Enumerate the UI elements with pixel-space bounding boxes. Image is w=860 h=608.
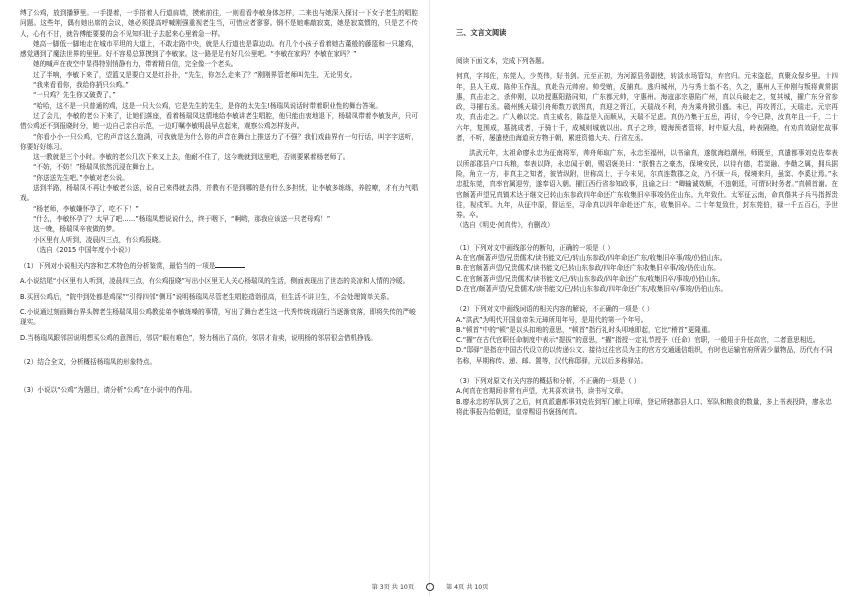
question-1-stem: （1）下列对文中画线部分的断句，正确的一项是（ ） [456,243,614,252]
story-body [20,8,418,255]
story-paragraph: “不妨，不妨！”杨瑞凤依然沉浸在舞台上。 [33,163,159,172]
story-paragraph: 她的喊声在夜空中显得特别悄静有力，带着精自信，完全像一个老头。 [33,60,238,69]
passage-source: （选自《明史·何真传》，有删改） [456,221,554,230]
story-paragraph: 这一晚，杨瑞凤辛夜做的梦。 [33,225,119,234]
left-page-number: 第 3页 共 10页 [371,584,415,591]
option-d[interactable]: D.在官/颇著声望/兄贵儒术/读书能文/已/转山东参政/四年命还广东/收集旧卒/事竣/仍伯山东。 [456,284,728,293]
option-a[interactable]: A.小说结尾“小区里有人听到，凌晨四三点，有公鸡报晓”写出小区里无人关心杨瑞凤的生活，侧面表现出了世态的炎凉和人情的冷暖。 [20,277,410,286]
option-d[interactable]: D.当杨瑞凤跟邻居说明想买公鸡的意图后，邻居“眼有难色”，努力杨出了高价，邻居才肯卖，说明杨的邻居很会借机挣钱。 [20,333,377,342]
right-page-number: 第 4页 共 10页 [445,584,489,591]
story-paragraph: 送到半路，杨瑞凤不再让李敏老公送，说自己来得就去得，并教有不是到哪的是有什么多担忧，让李敏多练练，养腔嘹，才有力气唱戏。 [20,184,418,203]
question-2: （2）结合全文，分析概括杨瑞凤的形象特点。 [20,357,157,366]
story-paragraph: 缚了公鸡，放到播箩里。一手提着，一手搭着人行道肩墙，摸索前往，一则看看李敏身体怎样，二来也与她深入探讨一下女子老生的唱腔问题。这些年，偶有她出席的会议，她必须提高呼喊刚强重视老生当，可惜应者寥寥。钢不是她难敲寂寞，她是寂寞惯的，只是艺不传人，心有不甘，就告傅能要要的会不见知归肚子去起来心里着急一样。 [20,9,418,38]
story-paragraph: “你送送先生吧。”李敏对老公说。 [33,173,129,182]
option-c[interactable]: C.“擢”在古代官职任命制度中表示“提拔”的意思，“擢”指授一定礼节授予（任命）官职，一般用于升任高官，二者意思相近。 [456,336,820,345]
question-1-stem: （1）下列对小说相关内容和艺术特色的分析鉴赏，最恰当的一项是 [20,260,418,271]
option-c[interactable]: C.小说通过刻画舞台界头牌老生杨瑞凤用公鸡教徒弟李敏练嗓的事情，写出了舞台老生这一代秀传统戏剧行当逐渐衰落，即将失传的严峻现实。 [20,308,416,327]
question-3-stem: （3）下列对原文有关内容的概括和分析，不正确的一项是（ ） [456,377,641,386]
story-paragraph: 这一教就是三个小时。李敏的老公几次下来又上去，他耐不住了，这今晚就到这里吧，否则要累着杨老师了。 [33,153,350,162]
option-a[interactable]: A.在官/颇著声望/兄贵儒术/读书能文/已/转山东参政/四年命还广东/收集旧卒事/竣/仍伯山东。 [456,254,727,263]
option-b[interactable]: B.“顿首”中的“顿”是以头扣地的意思，“顿首”指行礼时头叩地即起，它比“稽首”更隆重。 [456,325,715,334]
story-paragraph: 她高一脚低一脚地走在城市平坦的大道上，不敢走路中央，就是人行道也是靠边动。有几个小孩子看着她古董般的藤篮和一只雄鸡，感觉遇到了魔法世界的里里。好不容易总算摸到了李敏家。这一路是足有好几公里吧。“李敏在家吗？李敏在家吗？” [20,39,418,59]
option-b[interactable]: B.在官颇著声望/兄贵儒术/读书能文/已转山东参政/四年命还广东收集旧卒事/竣/仍佐山东。 [456,264,720,273]
right-page [430,0,860,608]
story-source: （选自《2015 中国年度小小说》） [33,245,135,254]
option-a[interactable]: A.“洪武”为明代开国皇帝朱元璋所用年号，是用代的第一个年号。 [456,315,648,324]
classical-passage-paragraph: 洪武元年，太祖命廖永忠为征南将军，帅舟师取广东，永忠至福州，以书谕真，遂航海趋潮州，师既至，真遣都事刘克佐奉表以所部郡县户口兵粮，奉表以降，永忠闻于朝，赐诏褒美曰：“朕惟古之豪杰，保境安民，以待有德，若窦融、李勣之属，拥兵据险，角立一方，非真主之知者，彼皆纵附，世称高士，于今未见，尔真连数郡之众，乃不烦一兵，保境来归，虽窦、李奚让焉。”永忠抵东莞，真率官属迎劳，遂奉诏入朝。擢江西行省参知政事，且谕之曰：“卿输诚效顺，不违朝廷，可谓识时务者。”真顿首谢。在官颇著声望兄真镇术达于继文已转山东参政四年命还广东收集旧卒事竣仍佐山东。九年致仕。太军征云南，命真偕其子兵马指挥贵往，视戍军。九年，从征中原，督运至，寻命真以四年命赴还广东，收集旧卒。二十年复致仕，封东莞伯，禄一千五百石，予世券。卒。 [456,149,838,220]
option-c[interactable]: C.在官颇著声望/兄贵儒术/读书能文/已/转山东参政/四年命还广东/收集旧卒/事竣/仍伯山东。 [456,274,725,283]
option-a[interactable]: A.何真在官期间非常有声望，尤其喜欢读书，读书写文章。 [456,387,628,396]
answer-blank[interactable] [215,260,245,268]
page-footer [0,582,860,591]
story-paragraph: 过了会儿，李敏的老公下来了，让她们落座，看着杨瑞凤这情地给李敏讲老生唱腔，他只能由衷地退下，杨瑞凤带着李敏发声，只可惜公鸡还不到报晓时分，她一边自己亲自示范，一边叮嘱李敏明晨早点起来，观察公鸡怎样发声。 [20,111,418,131]
story-paragraph: “一只鸡？先生你又破费了。” [33,91,116,100]
story-paragraph: 过了半响，李敏下来了，望篮又是要白又是红扑扑，“先生，你怎么走来了？”刚刚界管老师叫先生，无论男女。 [33,70,357,79]
story-paragraph: “杨老师，李敏嫌怀孕了，吃不下！” [33,204,139,213]
option-d[interactable]: D.“邸驿”是指在中国古代设立的以传递公文、接待过往官员为主的官方交通通信组织，有时也运输官府所需少量物品，历代有不同名称，早期称传、递、邮、置等，汉代称邸驿，元以后多称驿站。 [456,346,833,365]
reading-instruction: 阅读下面文本，完成下列各题。 [456,57,549,65]
story-paragraph: 小区里有人听到，凌晨四三点，有公鸡报晓。 [33,235,165,244]
option-b[interactable]: B.廖永忠的军队到了之后，何真派遣都事刘克佐到军门献上印章，登记所辖郡县人口、军队和粮食的数量，多上书表投降，廖永忠将此事报告给朝廷，皇帝赐诏书褒扬何真。 [456,397,832,416]
story-paragraph: “我来看看你，我给你捎只公鸡。” [33,81,129,90]
binding-circle-icon [426,583,434,591]
story-paragraph: “哈哈，这不是一只普通的鸡，这是一只大公鸡，它是先生的先生，是你的太先生!杨瑞凤说话时带着职业性的舞台答案。 [33,101,382,110]
story-paragraph: “你看小小一只公鸡，它的声音这么饱满，可我就是为什么你的声音在舞台上推送力了不强？我们戏曲界有一句行话，叫字字送听，你要好好练习。 [20,132,418,151]
question-3: （3）小说以“公鸡”为题目，请分析“公鸡”在小说中的作用。 [20,386,197,395]
story-paragraph: “什么，李敏怀孕了？太早了吧……”杨瑞凤想说说什么，终于咽下，“啊哟，那我应该送一只老母鸡！” [33,214,331,223]
classical-passage-paragraph: 何真，字邦佐，东莞人，少英伟，好书剑。元至正初，为河源县务副使，转淡水场管勾，弃官归。元末盗起，真聚众保乡里。十四年，县人王成、陈仲玉作乱，真赴告元帅府。帅受贿，反捕真。逃归城州，乃与秀士翁不名，久之，惠州人王仲刚与叛将黄常据惠，真击走之，杀仲刚，以功授惠阳路同知，广东都元帅，守惠州。海寇邵宗愚陷广州，真以兵破走之，复其城，擢广东分省参政，寻擢右丞。赣州熊天瑞引舟师数万欲图真，真迎之胥江，天瑞战不利，舟为乘舟掀引盛。未已，再攻胥江，天瑞走。元宗再攻，真击走之。广人赖以完。真主威名，陈益是入而顺从，天瑞不足虑。真仍乃集于五岳，再讨，今令已降，汝真年且一千，二十六年，复围成，墓挑成者，于骑十千，成城则城就以出。真子之珍，嫂海预者管将，时中原大乱，岭表隔绝，有劝真效尉佗故事者，不听，屡遣使由海道贡方物于朝，累进资德大夫、行省左丞。 [456,72,838,143]
section-title: 三、文言文阅读 [456,28,507,37]
question-2-stem: （2）下列对文中画线词语的相关内容的解说，不正确的一项是（ ） [456,305,654,314]
option-b[interactable]: B.买回公鸡后，“院中到处都是鸡屎”“引得四邻“侧耳”说明杨瑞凤尽管老生唱腔造诣很高，但生活不讲卫生，不会处理简单关系。 [20,292,394,301]
